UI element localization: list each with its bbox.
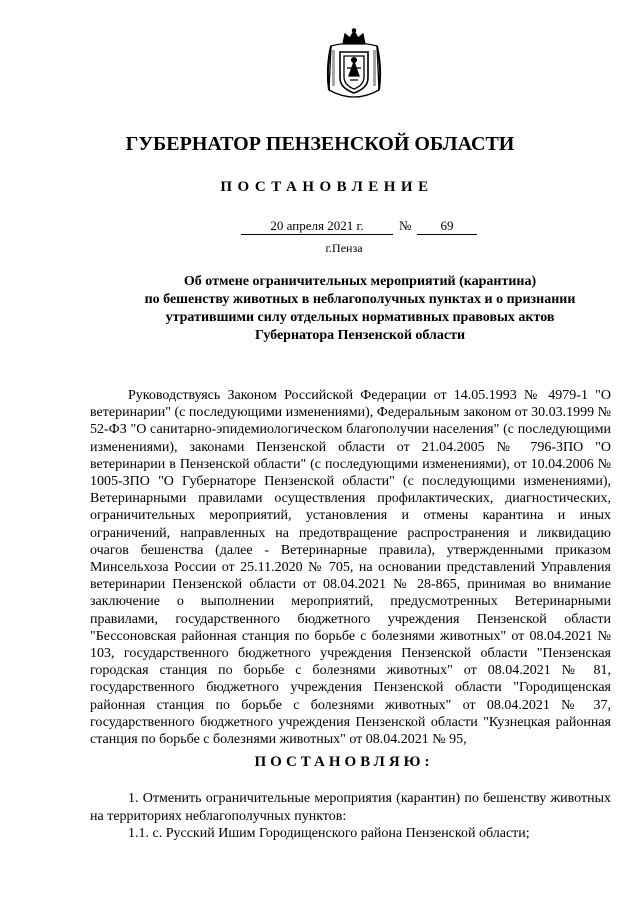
preamble-paragraph: Руководствуясь Законом Российской Федерации от 14.05.1993 № 4979-1 "О ветеринарии" (с последующими изменениями), Федеральным законом от 30.03.1999 № 52-ФЗ "О санитарно-эпидемиологическом благополучии населения" (с последующими изменениями), законами Пензенской области от 21.04.2005 № 796-ЗПО "О ветеринарии в Пензенской области" (с последующими изменениями), от 10.04.2006 № 1005-ЗПО "О Губернаторе Пензенской области" (с последующими изменениями), Ветеринарными правилами осуществления профилактических, диагностических, ограничительных мероприятий, установления и отмены карантина и иных ограничений, направленных на предотвращение распространения и ликвидацию очагов бешенства (далее - Ветеринарные правила), утвержденными приказом Минсельхоза России от 25.11.2020 № 705, на основании представлений Управления ветеринарии Пензенской области от 08.04.2021 № 28-865, принимая во внимание заключение о выполнении мероприятий, предусмотренных Ветеринарными правилами, государственного бюджетного учреждения Пензенской области "Бессоновская районная станция по борьбе с болезнями животных" от 08.04.2021 № 103, государственного бюджетного учреждения Пензенской области "Пензенская городская станция по борьбе с болезнями животных" от 08.04.2021 № 81, государственного бюджетного учреждения Пензенской области "Городищенская районная станция по борьбе с болезнями животных" от 08.04.2021 № 37, государственного бюджетного учреждения Пензенской области "Кузнецкая районная станция по борьбе с болезнями животных" от 08.04.2021 № 95, xyxy=(90,388,611,748)
city: г.Пенза xyxy=(325,241,363,255)
subject-line: утратившими силу отдельных нормативных правовых актов xyxy=(165,310,555,325)
subject-line: Об отмене ограничительных мероприятий (карантина) xyxy=(183,274,537,289)
date-number-line xyxy=(241,218,481,236)
document-date: 20 апреля 2021 г. xyxy=(241,218,393,235)
coat-of-arms-icon xyxy=(323,28,385,104)
document-subject xyxy=(90,273,630,345)
document-type: ПОСТАНОВЛЕНИЕ xyxy=(220,179,434,195)
page-title: ГУБЕРНАТОР ПЕНЗЕНСКОЙ ОБЛАСТИ xyxy=(125,133,515,155)
resolve-heading: ПОСТАНОВЛЯЮ: xyxy=(254,754,434,770)
resolution-items xyxy=(90,790,611,843)
list-item: 1.1. с. Русский Ишим Городищенского района Пензенской области; xyxy=(128,826,530,841)
subject-line: по бешенству животных в неблагополучных пунктах и о признании xyxy=(144,292,576,307)
subject-line: Губернатора Пензенской области xyxy=(254,328,466,343)
document-number: 69 xyxy=(417,218,477,235)
list-item: 1. Отменить ограничительные мероприятия (карантин) по бешенству животных на территориях неблагополучных пунктов: xyxy=(90,791,611,824)
number-label: № xyxy=(399,218,412,233)
